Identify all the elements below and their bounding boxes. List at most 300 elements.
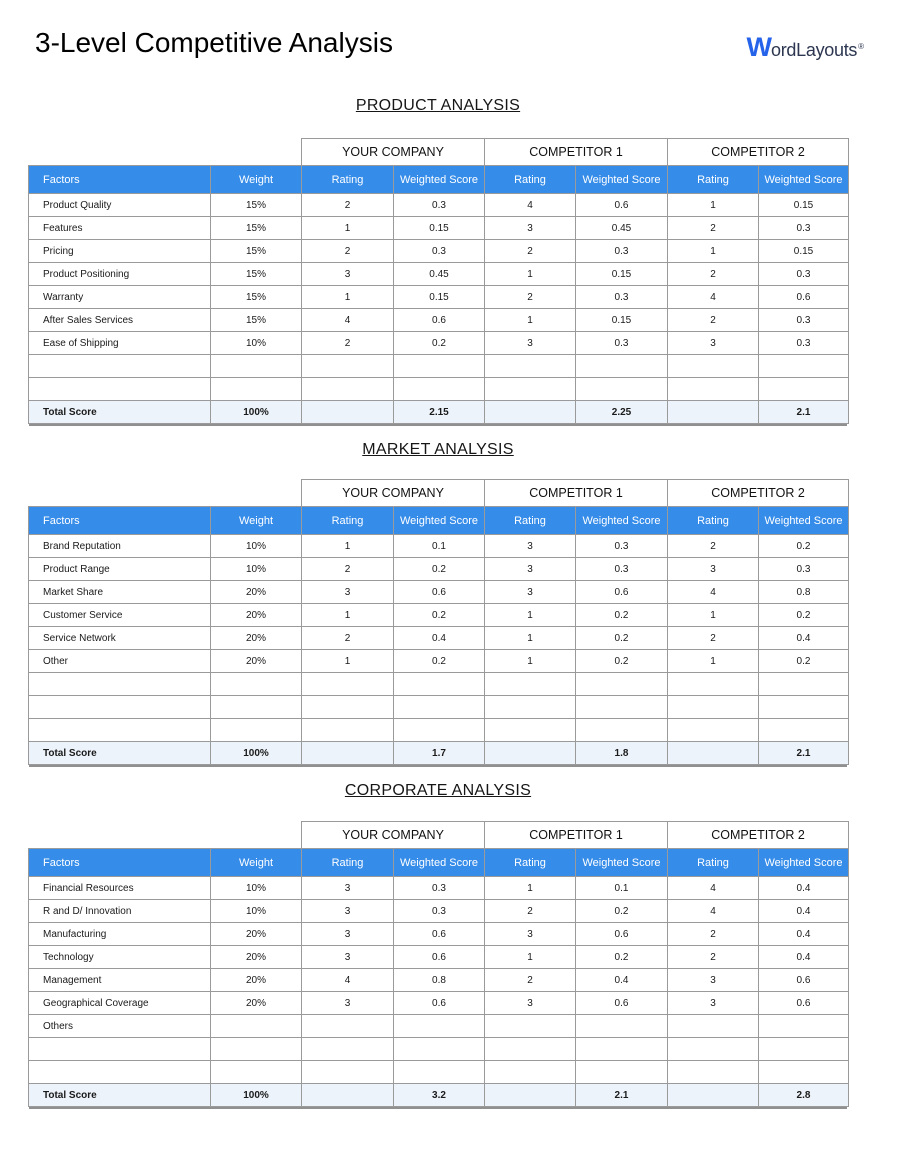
factor-cell: Product Range [29,558,211,581]
weighted-score-cell: 0.2 [394,558,485,581]
factor-cell: Product Quality [29,194,211,217]
empty-cell [394,378,485,401]
weighted-score-cell: 0.3 [759,217,849,240]
weighted-score-cell: 0.15 [394,217,485,240]
weighted-score-column-header: Weighted Score [576,849,668,877]
company-header-cell: YOUR COMPANY [302,139,485,166]
weighted-score-cell: 0.4 [759,877,849,900]
total-score-cell: 2.1 [759,742,849,765]
weighted-score-cell [576,1015,668,1038]
company-header-row [29,139,849,166]
weighted-score-column-header: Weighted Score [759,507,849,535]
rating-cell: 3 [668,332,759,355]
rating-cell: 2 [668,923,759,946]
factor-row [29,558,849,581]
weighted-score-cell: 0.3 [759,263,849,286]
registered-trademark-icon: ® [858,42,864,51]
rating-cell: 3 [485,581,576,604]
section-heading-product: PRODUCT ANALYSIS [355,97,521,114]
company-header-cell: YOUR COMPANY [302,480,485,507]
weighted-score-column-header: Weighted Score [394,849,485,877]
factor-row [29,604,849,627]
rating-cell: 2 [485,240,576,263]
empty-cell [211,1061,302,1084]
weight-cell: 15% [211,194,302,217]
weighted-score-cell: 0.15 [576,309,668,332]
factors-column-header: Factors [29,166,211,194]
rating-cell: 1 [302,286,394,309]
weight-cell: 15% [211,217,302,240]
column-header-row [29,849,849,877]
empty-row [29,378,849,401]
weight-cell: 20% [211,946,302,969]
factor-row [29,946,849,969]
analysis-table [28,479,849,765]
rating-cell: 3 [668,558,759,581]
factor-cell: Warranty [29,286,211,309]
total-rating-cell [485,1084,576,1107]
weighted-score-cell: 0.6 [394,992,485,1015]
empty-cell [485,1061,576,1084]
rating-cell: 1 [302,535,394,558]
rating-cell: 3 [485,332,576,355]
weighted-score-cell: 0.8 [394,969,485,992]
factor-cell: Manufacturing [29,923,211,946]
empty-cell [394,1061,485,1084]
blank-corner-cell [29,822,302,849]
factor-cell: Ease of Shipping [29,332,211,355]
empty-cell [759,673,849,696]
rating-column-header: Rating [668,166,759,194]
rating-cell: 1 [485,604,576,627]
rating-cell: 1 [485,627,576,650]
factor-cell: Technology [29,946,211,969]
weighted-score-column-header: Weighted Score [576,166,668,194]
rating-cell: 4 [668,581,759,604]
empty-cell [759,1038,849,1061]
weight-cell: 15% [211,240,302,263]
rating-column-header: Rating [302,507,394,535]
factor-row [29,194,849,217]
weight-cell: 10% [211,535,302,558]
empty-cell [302,355,394,378]
weighted-score-cell [759,1015,849,1038]
rating-cell: 2 [668,535,759,558]
factors-column-header: Factors [29,849,211,877]
empty-cell [576,696,668,719]
market-analysis-table [28,479,848,765]
weighted-score-cell: 0.6 [759,969,849,992]
weight-cell: 15% [211,286,302,309]
weighted-score-column-header: Weighted Score [759,166,849,194]
section-heading-corporate: CORPORATE ANALYSIS [344,782,532,799]
weight-column-header: Weight [211,849,302,877]
weighted-score-cell: 0.4 [394,627,485,650]
market-analysis-section [28,441,848,765]
weighted-score-cell: 0.3 [394,877,485,900]
company-header-cell: COMPETITOR 1 [485,480,668,507]
empty-cell [29,378,211,401]
weighted-score-cell: 0.3 [394,194,485,217]
factor-row [29,627,849,650]
rating-cell: 4 [668,900,759,923]
factor-cell: Geographical Coverage [29,992,211,1015]
empty-cell [394,673,485,696]
factor-cell: Market Share [29,581,211,604]
total-weight-cell: 100% [211,401,302,424]
empty-cell [29,355,211,378]
factor-row [29,923,849,946]
empty-cell [302,696,394,719]
weight-cell: 20% [211,581,302,604]
weighted-score-cell: 0.3 [759,309,849,332]
total-score-row [29,742,849,765]
rating-cell: 3 [485,992,576,1015]
rating-cell: 3 [302,900,394,923]
factor-cell: Management [29,969,211,992]
empty-cell [211,696,302,719]
empty-row [29,1061,849,1084]
rating-cell: 2 [302,558,394,581]
weight-cell [211,1015,302,1038]
factor-cell: Other [29,650,211,673]
weighted-score-cell: 0.2 [576,946,668,969]
empty-cell [211,1038,302,1061]
rating-cell [302,1015,394,1038]
rating-column-header: Rating [485,507,576,535]
total-score-cell: 3.2 [394,1084,485,1107]
rating-cell: 1 [668,240,759,263]
weighted-score-cell: 0.2 [576,627,668,650]
empty-cell [485,696,576,719]
wordlayouts-logo [747,34,864,61]
weighted-score-cell: 0.3 [394,900,485,923]
weight-cell: 20% [211,627,302,650]
total-label-cell: Total Score [29,401,211,424]
empty-cell [485,673,576,696]
weight-column-header: Weight [211,166,302,194]
weighted-score-cell: 0.3 [759,332,849,355]
empty-cell [668,355,759,378]
empty-cell [302,1038,394,1061]
factor-row [29,535,849,558]
total-score-row [29,1084,849,1107]
rating-cell: 2 [302,240,394,263]
factor-row [29,969,849,992]
weighted-score-cell: 0.2 [576,604,668,627]
factor-row [29,263,849,286]
empty-cell [576,673,668,696]
weighted-score-column-header: Weighted Score [759,849,849,877]
weighted-score-cell: 0.45 [394,263,485,286]
empty-cell [485,355,576,378]
total-weight-cell: 100% [211,742,302,765]
weight-cell: 20% [211,969,302,992]
weighted-score-cell: 0.6 [394,946,485,969]
weighted-score-cell: 0.2 [576,650,668,673]
blank-corner-cell [29,139,302,166]
weight-cell: 20% [211,604,302,627]
weight-cell: 10% [211,558,302,581]
company-header-cell: YOUR COMPANY [302,822,485,849]
empty-cell [211,355,302,378]
empty-cell [668,696,759,719]
rating-cell: 3 [485,535,576,558]
page-title: 3-Level Competitive Analysis [35,27,393,58]
empty-cell [759,719,849,742]
rating-cell: 4 [302,309,394,332]
weighted-score-cell: 0.15 [759,194,849,217]
product-analysis-table [28,138,848,424]
empty-row [29,355,849,378]
analysis-table [28,138,849,424]
factor-row [29,877,849,900]
rating-cell: 2 [302,332,394,355]
total-rating-cell [302,401,394,424]
factor-cell: R and D/ Innovation [29,900,211,923]
total-rating-cell [668,1084,759,1107]
empty-cell [211,378,302,401]
weighted-score-cell: 0.15 [394,286,485,309]
empty-row [29,696,849,719]
total-label-cell: Total Score [29,1084,211,1107]
weighted-score-column-header: Weighted Score [576,507,668,535]
weighted-score-cell: 0.6 [394,309,485,332]
rating-cell: 2 [302,627,394,650]
empty-cell [394,1038,485,1061]
total-rating-cell [668,742,759,765]
empty-cell [29,719,211,742]
total-score-cell: 2.1 [576,1084,668,1107]
weight-cell: 15% [211,309,302,332]
rating-cell: 3 [302,877,394,900]
empty-cell [302,1061,394,1084]
weighted-score-column-header: Weighted Score [394,166,485,194]
weighted-score-cell: 0.8 [759,581,849,604]
product-analysis-section [28,97,848,424]
rating-cell: 1 [485,877,576,900]
rating-column-header: Rating [485,166,576,194]
blank-corner-cell [29,480,302,507]
weight-column-header: Weight [211,507,302,535]
company-header-cell: COMPETITOR 2 [668,822,849,849]
empty-cell [211,719,302,742]
empty-row [29,719,849,742]
factor-row [29,650,849,673]
total-rating-cell [485,401,576,424]
rating-cell: 3 [668,992,759,1015]
column-header-row [29,507,849,535]
company-header-row [29,822,849,849]
weight-cell: 10% [211,332,302,355]
total-score-row [29,401,849,424]
rating-cell: 4 [668,286,759,309]
logo-w-mark: W [746,32,772,62]
factor-cell: Customer Service [29,604,211,627]
company-header-cell: COMPETITOR 2 [668,480,849,507]
weighted-score-cell: 0.2 [394,604,485,627]
rating-cell: 3 [302,923,394,946]
rating-cell: 2 [668,309,759,332]
weighted-score-cell: 0.3 [576,286,668,309]
weight-cell: 20% [211,992,302,1015]
empty-cell [29,673,211,696]
rating-cell: 2 [668,627,759,650]
empty-cell [668,673,759,696]
empty-cell [576,1061,668,1084]
rating-cell: 3 [485,558,576,581]
column-header-row [29,166,849,194]
weighted-score-cell: 0.1 [394,535,485,558]
weighted-score-cell: 0.6 [576,923,668,946]
factor-cell: Financial Resources [29,877,211,900]
rating-cell: 1 [668,194,759,217]
empty-cell [668,719,759,742]
weighted-score-cell: 0.2 [759,604,849,627]
document-header [28,26,864,62]
empty-cell [29,1061,211,1084]
total-score-cell: 2.15 [394,401,485,424]
empty-cell [759,1061,849,1084]
empty-row [29,673,849,696]
empty-row [29,1038,849,1061]
weighted-score-cell: 0.2 [759,650,849,673]
total-rating-cell [668,401,759,424]
factor-row [29,992,849,1015]
rating-cell: 2 [668,217,759,240]
empty-cell [211,673,302,696]
company-header-cell: COMPETITOR 1 [485,139,668,166]
weighted-score-cell: 0.15 [759,240,849,263]
factor-cell: Brand Reputation [29,535,211,558]
rating-cell: 2 [485,900,576,923]
weighted-score-cell: 0.4 [759,900,849,923]
empty-cell [576,355,668,378]
weighted-score-cell: 0.4 [759,923,849,946]
rating-cell [668,1015,759,1038]
rating-cell: 2 [668,263,759,286]
company-header-cell: COMPETITOR 1 [485,822,668,849]
factor-row [29,1015,849,1038]
total-rating-cell [302,1084,394,1107]
rating-cell: 3 [668,969,759,992]
empty-cell [29,1038,211,1061]
company-header-row [29,480,849,507]
weighted-score-cell: 0.1 [576,877,668,900]
empty-cell [394,696,485,719]
rating-column-header: Rating [302,849,394,877]
weighted-score-cell: 0.6 [394,581,485,604]
weighted-score-cell: 0.6 [759,286,849,309]
rating-cell: 3 [302,946,394,969]
factor-cell: Others [29,1015,211,1038]
weighted-score-cell [394,1015,485,1038]
total-weight-cell: 100% [211,1084,302,1107]
factor-row [29,286,849,309]
empty-cell [759,378,849,401]
weighted-score-cell: 0.4 [759,627,849,650]
rating-cell: 1 [302,650,394,673]
factor-row [29,217,849,240]
weighted-score-cell: 0.3 [394,240,485,263]
weight-cell: 15% [211,263,302,286]
factor-row [29,332,849,355]
weighted-score-cell: 0.6 [759,992,849,1015]
weighted-score-cell: 0.3 [576,332,668,355]
weighted-score-cell: 0.3 [759,558,849,581]
factor-cell: Product Positioning [29,263,211,286]
weighted-score-cell: 0.6 [576,581,668,604]
rating-cell: 3 [302,992,394,1015]
rating-cell: 1 [668,604,759,627]
rating-cell [485,1015,576,1038]
weighted-score-cell: 0.3 [576,240,668,263]
empty-cell [302,719,394,742]
weight-cell: 10% [211,877,302,900]
weighted-score-cell: 0.2 [394,650,485,673]
rating-column-header: Rating [302,166,394,194]
factor-cell: Pricing [29,240,211,263]
rating-cell: 1 [302,217,394,240]
weighted-score-cell: 0.2 [394,332,485,355]
rating-cell: 4 [485,194,576,217]
rating-cell: 1 [668,650,759,673]
rating-cell: 3 [302,263,394,286]
weighted-score-cell: 0.2 [576,900,668,923]
rating-cell: 1 [485,309,576,332]
rating-column-header: Rating [668,507,759,535]
weighted-score-cell: 0.3 [576,535,668,558]
empty-cell [576,378,668,401]
factor-cell: Features [29,217,211,240]
empty-cell [485,378,576,401]
empty-cell [576,1038,668,1061]
factor-row [29,900,849,923]
rating-cell: 3 [485,923,576,946]
empty-cell [759,355,849,378]
empty-cell [394,355,485,378]
company-header-cell: COMPETITOR 2 [668,139,849,166]
weighted-score-cell: 0.6 [394,923,485,946]
weight-cell: 20% [211,923,302,946]
rating-cell: 4 [302,969,394,992]
rating-cell: 2 [485,969,576,992]
rating-cell: 2 [485,286,576,309]
total-score-cell: 1.7 [394,742,485,765]
weighted-score-cell: 0.45 [576,217,668,240]
empty-cell [668,1038,759,1061]
factor-cell: Service Network [29,627,211,650]
rating-cell: 4 [668,877,759,900]
factors-column-header: Factors [29,507,211,535]
weighted-score-cell: 0.15 [576,263,668,286]
empty-cell [394,719,485,742]
weighted-score-column-header: Weighted Score [394,507,485,535]
weighted-score-cell: 0.2 [759,535,849,558]
empty-cell [759,696,849,719]
total-score-cell: 2.1 [759,401,849,424]
weighted-score-cell: 0.6 [576,992,668,1015]
total-score-cell: 1.8 [576,742,668,765]
empty-cell [302,378,394,401]
corporate-analysis-section [28,782,848,1107]
empty-cell [668,378,759,401]
weight-cell: 20% [211,650,302,673]
weighted-score-cell: 0.4 [759,946,849,969]
weighted-score-cell: 0.3 [576,558,668,581]
total-score-cell: 2.8 [759,1084,849,1107]
weighted-score-cell: 0.6 [576,194,668,217]
